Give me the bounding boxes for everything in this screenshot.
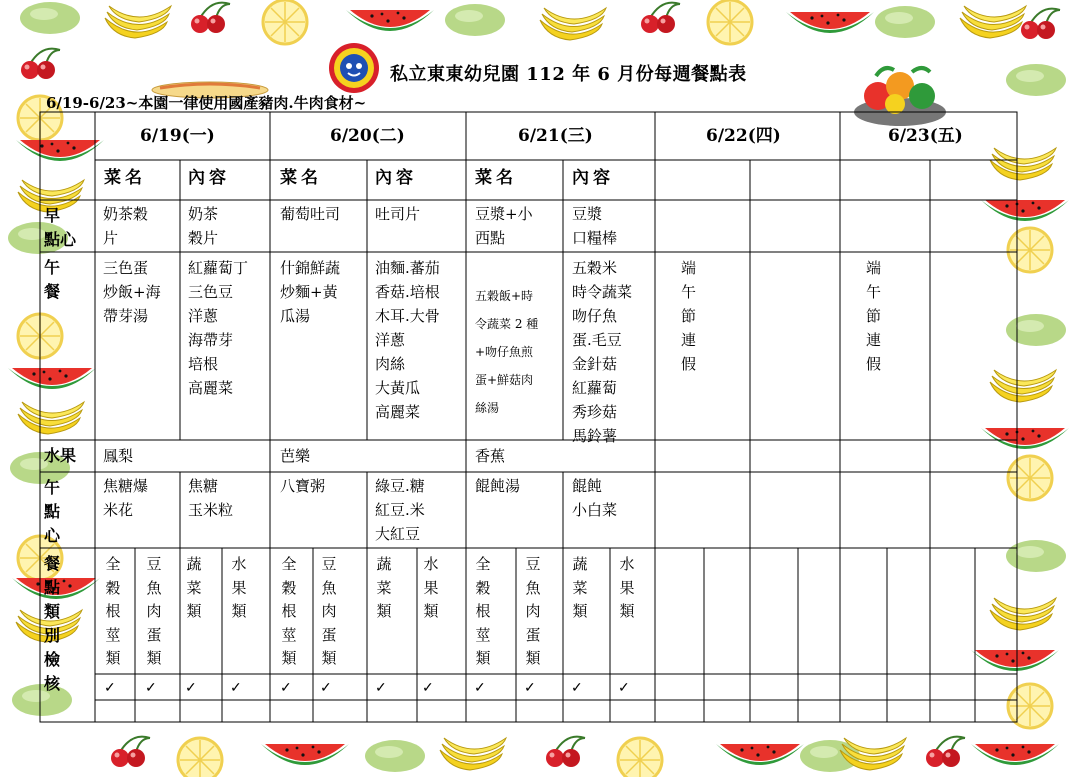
tue-breakfast-dish: 葡萄吐司 [280,205,341,223]
category-vegetable: 蔬 菜 類 [376,555,392,620]
mon-breakfast-dish: 奶茶穀 片 [103,205,149,247]
row-label-afternoon-snack: 午 點 心 [44,478,61,545]
check-mark: ✓ [185,680,197,696]
check-mark: ✓ [524,680,536,696]
thu-holiday: 端 午 節 連 假 [681,259,697,373]
tue-breakfast-content: 吐司片 [375,205,421,223]
subheader-dish: 菜名 [280,168,322,188]
tue-afternoon-content: 綠豆.糖 紅豆.米 大紅豆 [375,477,425,543]
row-label-fruit: 水果 [44,446,77,465]
header-note: 6/19-6/23~本園一律使用國產豬肉.牛肉食材~ [46,94,367,112]
check-mark: ✓ [145,680,157,696]
row-label-category-check: 餐 點 類 別 檢 核 [44,554,61,693]
wed-lunch-dish: 五穀飯+時 令蔬菜 2 種 +吻仔魚煎 蛋+鮮菇肉 絲湯 [475,289,539,415]
check-mark: ✓ [320,680,332,696]
row-label-lunch: 午 餐 [44,258,61,301]
day-header-mon: 6/19(一) [140,126,215,146]
subheader-content: 內容 [188,168,230,188]
wed-afternoon-dish: 餛飩湯 [475,477,521,495]
tue-lunch-content: 油麵.蕃茄 香菇.培根 木耳.大骨 洋蔥 肉絲 大黃瓜 高麗菜 [375,259,440,421]
category-vegetable: 蔬 菜 類 [186,555,202,620]
tue-fruit: 芭樂 [280,447,311,465]
tue-afternoon-dish: 八寶粥 [280,477,326,495]
category-grains: 全 穀 根 莖 類 [475,555,491,667]
category-grains: 全 穀 根 莖 類 [105,555,121,667]
day-header-tue: 6/20(二) [330,126,405,146]
check-mark: ✓ [280,680,292,696]
check-mark: ✓ [422,680,434,696]
wed-fruit: 香蕉 [475,447,506,465]
category-fruit: 水 果 類 [231,555,247,620]
category-vegetable: 蔬 菜 類 [572,555,588,620]
mon-afternoon-dish: 焦糖爆 米花 [103,477,149,519]
subheader-content: 內容 [572,168,614,188]
tue-lunch-dish: 什錦鮮蔬 炒麵+黃 瓜湯 [280,259,341,325]
check-mark: ✓ [474,680,486,696]
subheader-content: 內容 [375,168,417,188]
subheader-dish: 菜名 [475,168,517,188]
check-mark: ✓ [104,680,116,696]
row-label-breakfast: 早 點心 [44,206,77,249]
day-header-thu: 6/22(四) [706,126,781,146]
check-mark: ✓ [618,680,630,696]
mon-breakfast-content: 奶茶 穀片 [188,205,219,247]
check-mark: ✓ [375,680,387,696]
mon-fruit: 鳳梨 [103,447,134,465]
category-protein: 豆 魚 肉 蛋 類 [146,555,162,667]
category-protein: 豆 魚 肉 蛋 類 [525,555,541,667]
wed-afternoon-content: 餛飩 小白菜 [572,477,618,519]
wed-lunch-content: 五穀米 時令蔬菜 吻仔魚 蛋.毛豆 金針菇 紅蘿蔔 秀珍菇 馬鈴薯 [572,259,633,445]
mon-lunch-dish: 三色蛋 炒飯+海 帶芽湯 [103,259,161,325]
mon-afternoon-content: 焦糖 玉米粒 [188,477,234,519]
check-mark: ✓ [230,680,242,696]
day-header-wed: 6/21(三) [518,126,593,146]
wed-breakfast-dish: 豆漿+小 西點 [475,205,533,247]
category-fruit: 水 果 類 [423,555,439,620]
category-grains: 全 穀 根 莖 類 [281,555,297,667]
day-header-fri: 6/23(五) [888,126,963,146]
wed-breakfast-content: 豆漿 口糧棒 [572,205,618,247]
category-protein: 豆 魚 肉 蛋 類 [321,555,337,667]
mon-lunch-content: 紅蘿蔔丁 三色豆 洋蔥 海帶芽 培根 高麗菜 [188,259,249,397]
subheader-dish: 菜名 [104,168,146,188]
page-title: 私立東東幼兒園 112 年 6 月份每週餐點表 [390,64,747,85]
category-fruit: 水 果 類 [619,555,635,620]
fri-holiday: 端 午 節 連 假 [866,259,882,373]
check-mark: ✓ [571,680,583,696]
